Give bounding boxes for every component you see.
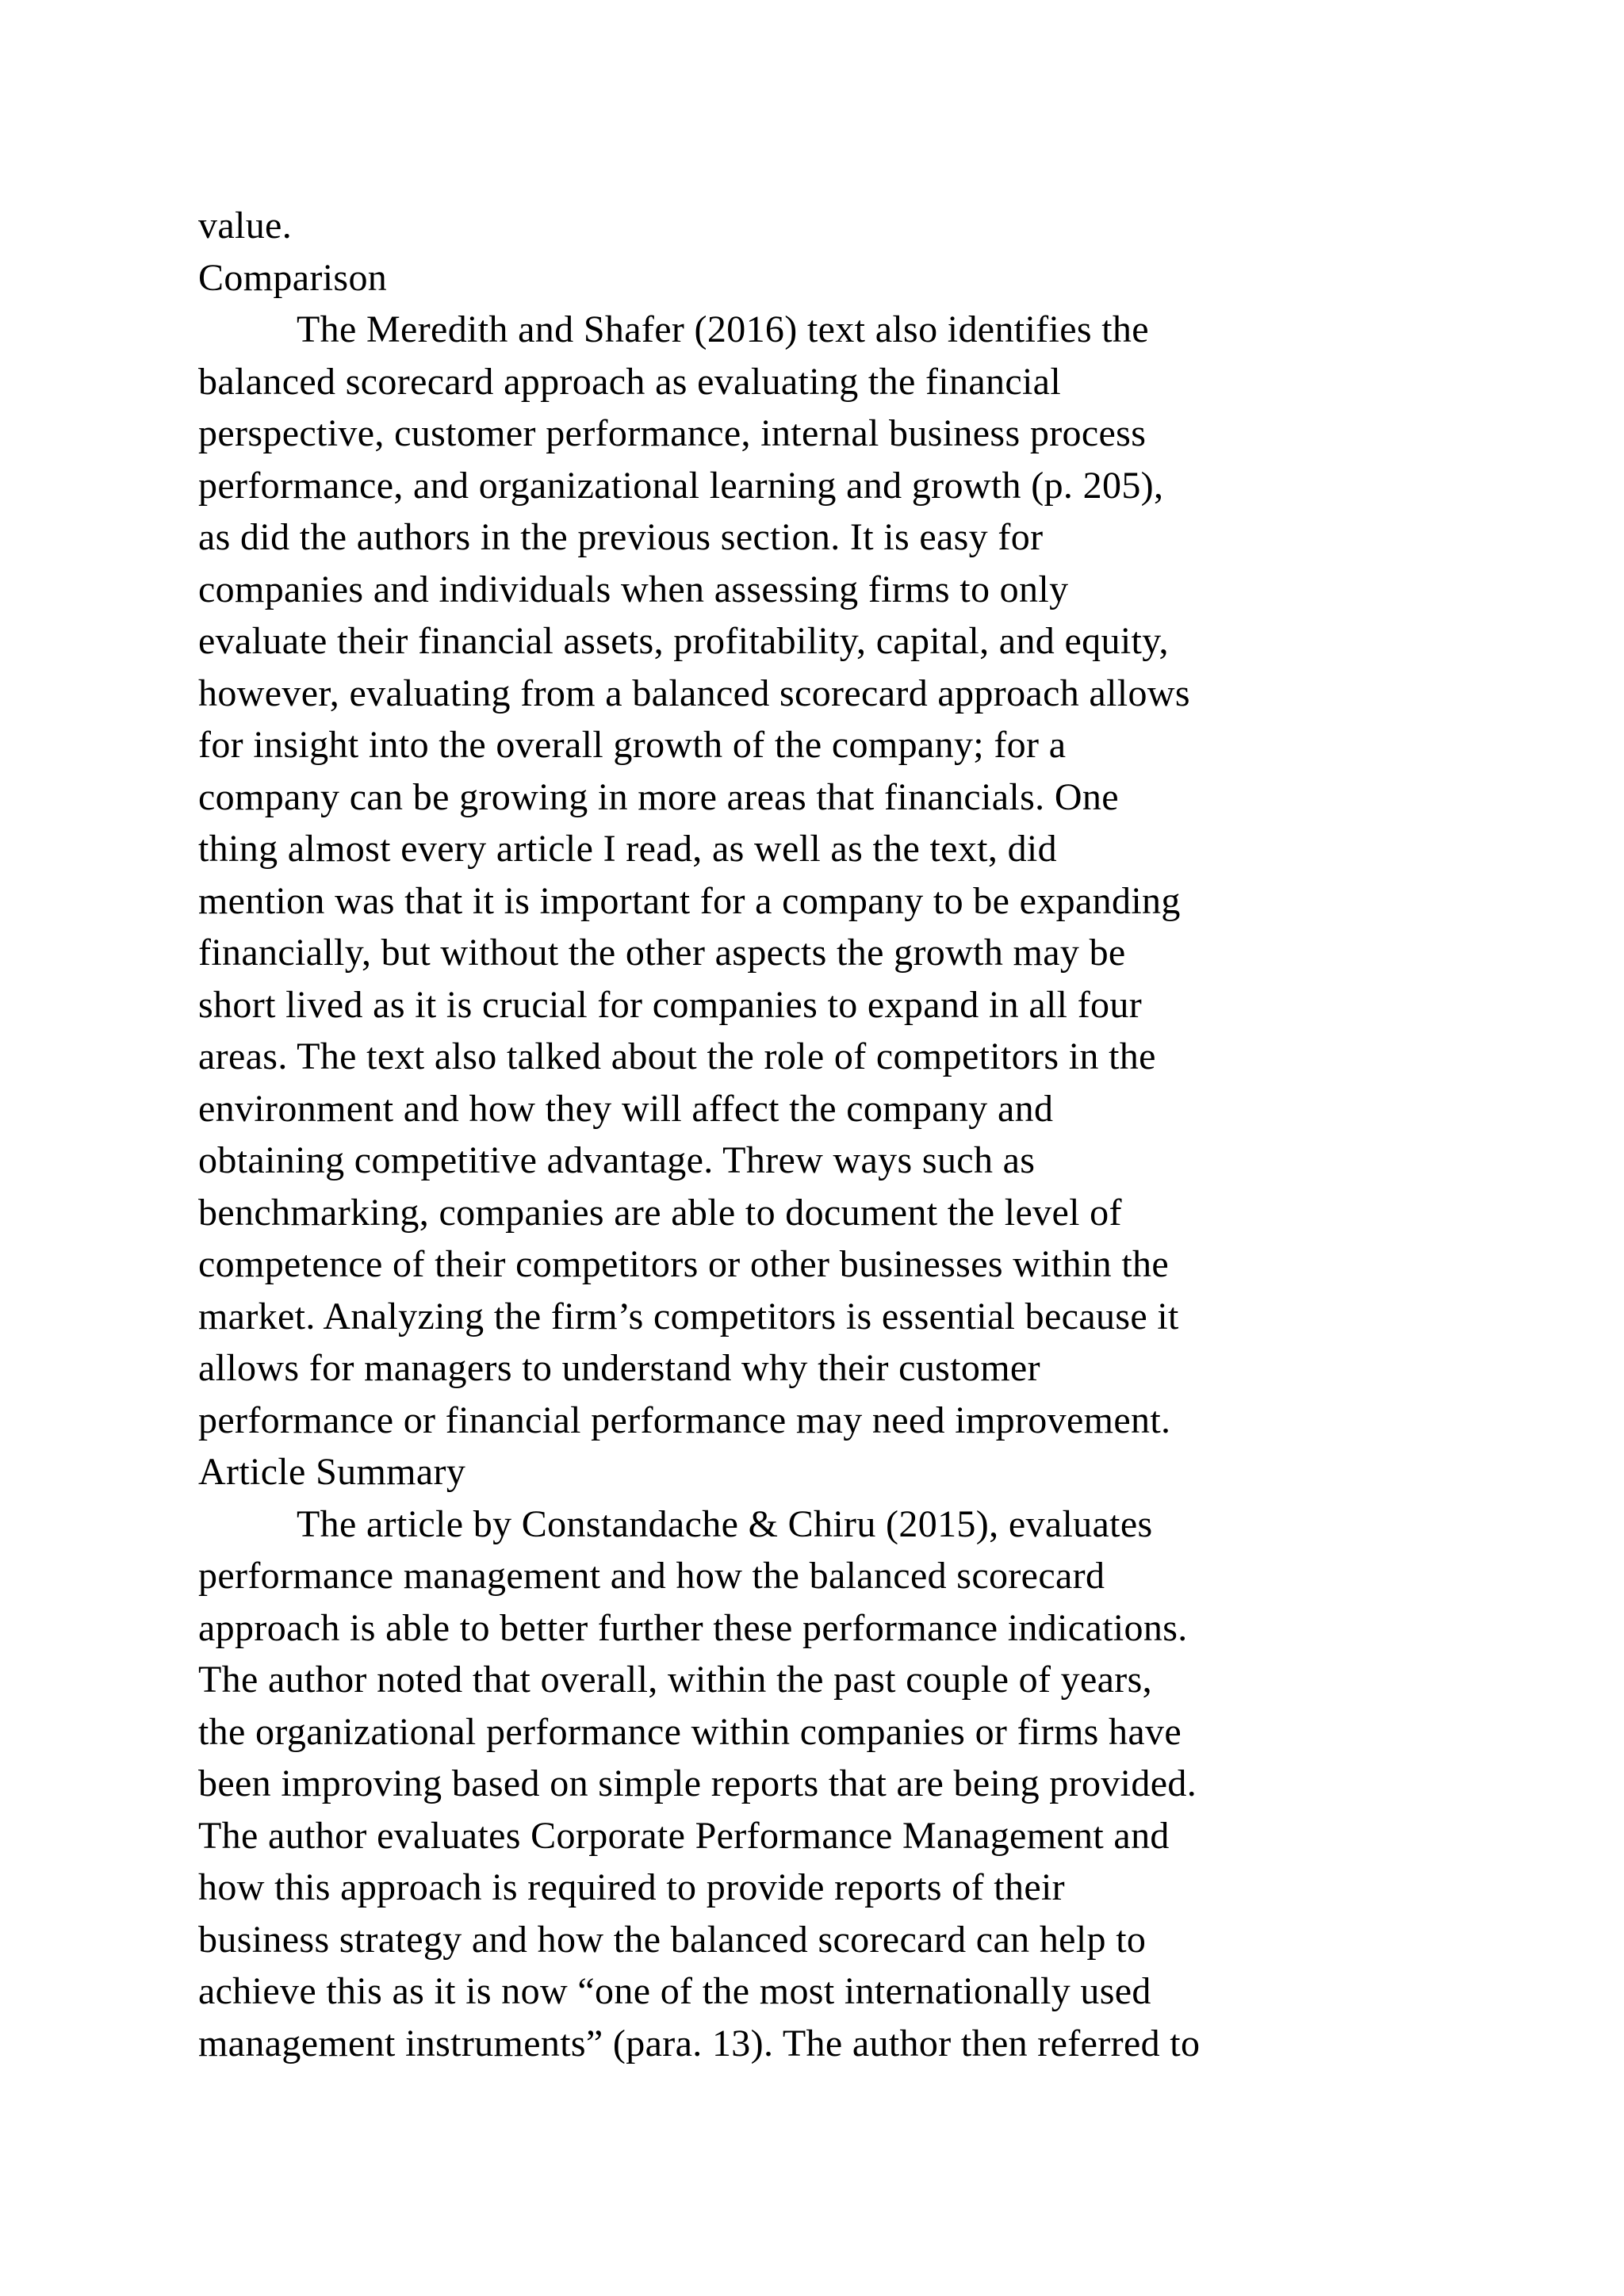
text-line: performance management and how the balanced scorecard — [198, 1555, 1105, 1597]
text-line: areas. The text also talked about the role of competitors in the — [198, 1035, 1156, 1077]
text-line: performance, and organizational learning and growth (p. 205), — [198, 464, 1164, 507]
text-line: benchmarking, companies are able to document the level of — [198, 1191, 1122, 1234]
text-line: allows for managers to understand why their customer — [198, 1347, 1040, 1389]
text-line: the organizational performance within companies or firms have — [198, 1710, 1182, 1753]
text-line: The article by Constandache & Chiru (2015), evaluates — [297, 1502, 1153, 1545]
text-line: perspective, customer performance, internal business process — [198, 412, 1147, 454]
section-heading: Article Summary — [198, 1451, 466, 1493]
text-line: mention was that it is important for a company to be expanding — [198, 879, 1181, 922]
text-line: for insight into the overall growth of the company; for a — [198, 724, 1067, 766]
text-line: The author evaluates Corporate Performance Management and — [198, 1814, 1170, 1857]
text-line: balanced scorecard approach as evaluating the financial — [198, 360, 1062, 403]
text-line: environment and how they will affect the company and — [198, 1087, 1054, 1130]
text-line: as did the authors in the previous section. It is easy for — [198, 516, 1044, 558]
text-line: management instruments” (para. 13). The author then referred to — [198, 2022, 1201, 2064]
document-body — [198, 200, 1507, 2069]
text-line: companies and individuals when assessing firms to only — [198, 568, 1069, 610]
text-line: The author noted that overall, within the past couple of years, — [198, 1659, 1153, 1701]
text-line: market. Analyzing the firm’s competitors is essential because it — [198, 1295, 1179, 1337]
text-line: financially, but without the other aspects the growth may be — [198, 932, 1126, 974]
text-line: approach is able to better further these performance indications. — [198, 1606, 1188, 1649]
text-line: The Meredith and Shafer (2016) text also identifies the — [297, 308, 1149, 350]
text-line: achieve this as it is now “one of the most internationally used — [198, 1970, 1151, 2012]
text-line: business strategy and how the balanced scorecard can help to — [198, 1918, 1147, 1961]
text-line: obtaining competitive advantage. Threw ways such as — [198, 1139, 1036, 1181]
text-line: value. — [198, 205, 293, 247]
text-line: performance or financial performance may need improvement. — [198, 1399, 1171, 1441]
text-line: competence of their competitors or other businesses within the — [198, 1243, 1170, 1285]
text-line: short lived as it is crucial for companies to expand in all four — [198, 983, 1143, 1026]
text-line: company can be growing in more areas that financials. One — [198, 775, 1119, 818]
section-heading: Comparison — [198, 256, 388, 299]
text-line: however, evaluating from a balanced scorecard approach allows — [198, 672, 1190, 714]
text-line: how this approach is required to provide reports of their — [198, 1866, 1065, 1908]
text-line: thing almost every article I read, as well as the text, did — [198, 828, 1057, 870]
text-line: evaluate their financial assets, profitability, capital, and equity, — [198, 620, 1169, 662]
text-line: been improving based on simple reports that are being provided. — [198, 1762, 1197, 1804]
